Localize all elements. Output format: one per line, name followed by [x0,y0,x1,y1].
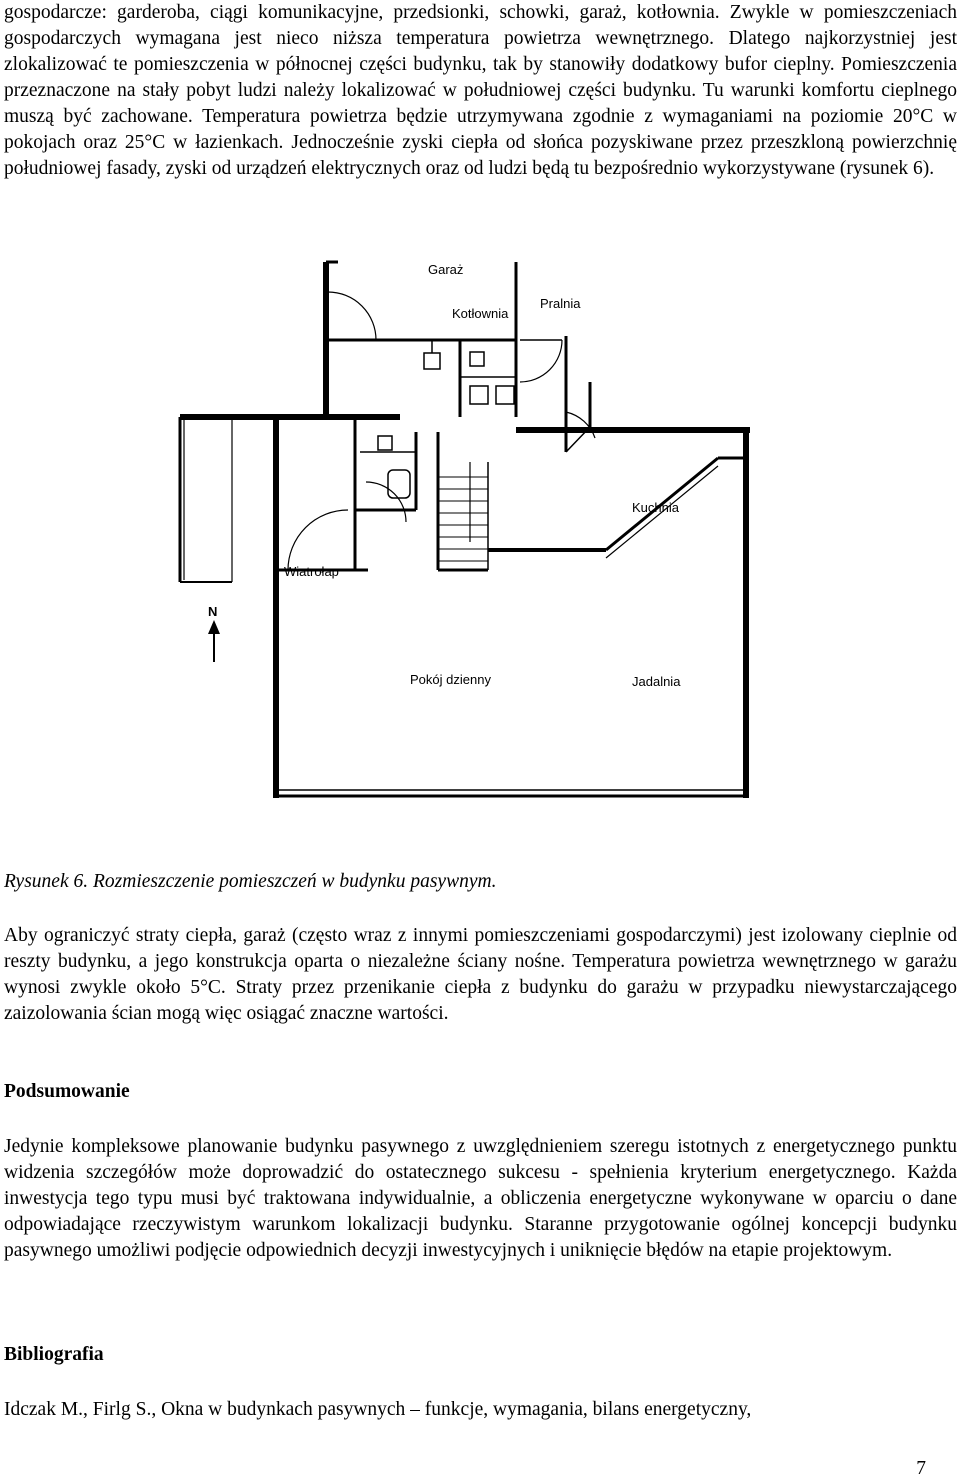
floor-plan-figure [170,252,770,800]
bibliography-heading: Bibliografia [4,1344,104,1365]
label-dining-room: Jadalnia [632,674,681,689]
label-kitchen: Kuchnia [632,500,679,515]
floor-plan-drawing [170,252,770,800]
label-boiler-room: Kotłownia [452,306,509,321]
summary-heading: Podsumowanie [4,1081,130,1102]
north-arrow [208,620,220,662]
label-living-room: Pokój dzienny [410,672,491,687]
label-garage: Garaż [428,262,464,277]
garage-paragraph: Aby ograniczyć straty ciepła, garaż (często wraz z innymi pomieszczeniami gospodarczymi) jest izolowany cieplnie od reszty budynku, a jego konstrukcja oparta o niezależne ściany nośne. Temperatura powietrza wewnętrznego w garażu wynosi zwykle około 5°C. Straty przez przenikanie ciepła z budynku do garażu w przypadku niewystarczającego zaizolowania ścian mogą więc osiągać znaczne wartości. [4,925,957,1024]
bibliography-entry: Idczak M., Firlg S., Okna w budynkach pasywnych – funkcje, wymagania, bilans energetyczny, [4,1399,752,1420]
summary-paragraph: Jedynie kompleksowe planowanie budynku pasywnego z uwzględnieniem szeregu istotnych z energetycznego punktu widzenia szczegółów może doprowadzić do ostatecznego sukcesu - spełnienia kryterium energetycznego. Każda inwestycja tego typu musi być traktowana indywidualnie, a obliczenia energetyczne wykonywane w oparciu o dane odpowiadające rzeczywistym warunkom lokalizacji budynku. Staranne przygotowanie ogólnej koncepcji budynku pasywnego umożliwi podjęcie odpowiednich decyzji inwestycyjnych i uniknięcie błędów na etapie projektowym. [4,1136,957,1261]
figure-caption: Rysunek 6. Rozmieszczenie pomieszczeń w budynku pasywnym. [4,871,497,892]
page-number: 7 [916,1458,926,1479]
label-north: N [208,604,218,619]
intro-paragraph: gospodarcze: garderoba, ciągi komunikacyjne, przedsionki, schowki, garaż, kotłownia. Zwykle w pomieszczeniach gospodarczych wymagana jest nieco niższa temperatura powietrza wewnętrznego. Dlatego najkorzystniej jest zlokalizować te pomieszczenia w północnej części budynku, tak by stanowiły dodatkowy bufor cieplny. Pomieszczenia przeznaczone na stały pobyt ludzi należy lokalizować w południowej części budynku. Tu warunki komfortu cieplnego muszą być zachowane. Temperatura powietrza będzie utrzymywana zgodnie z wymaganiami na poziomie 20°C w pokojach oraz 25°C w łazienkach. Jednocześnie zyski ciepła od słońca pozyskiwane przez przeszkloną powierzchnię południowej fasady, zyski od urządzeń elektrycznych oraz od ludzi będą tu bezpośrednio wykorzystywane (rysunek 6). [4,2,957,179]
label-vestibule: Wiatrołap [284,564,339,579]
label-laundry: Pralnia [540,296,581,311]
